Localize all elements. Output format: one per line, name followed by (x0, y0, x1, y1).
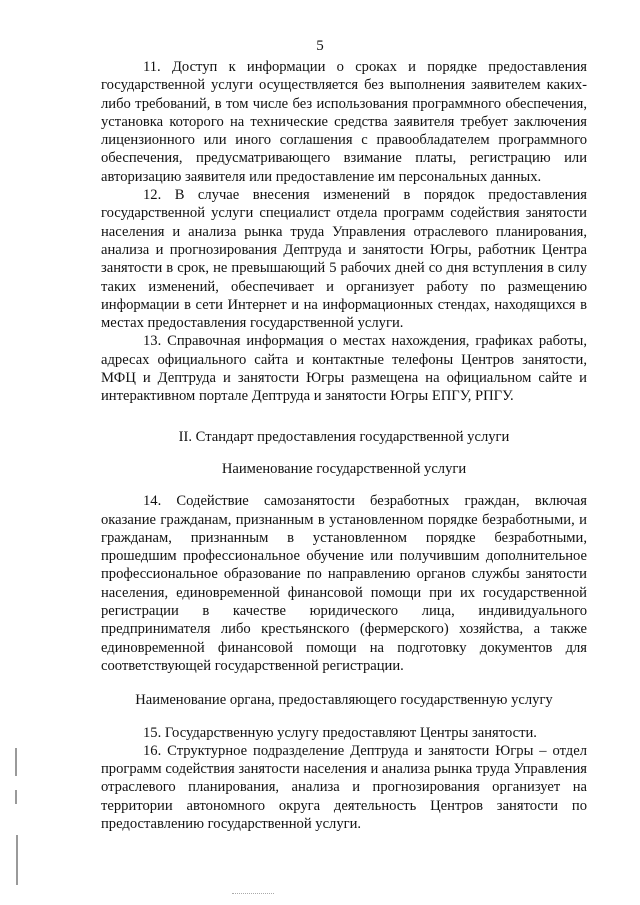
scan-edge-mark (15, 790, 17, 804)
paragraph-13: 13. Справочная информация о местах нахождения, графиках работы, адресах официального сайта и контактные телефоны Центров занятости, МФЦ и Дептруда и занятости Югры размещена на официальном сайте и интерактивном портале Дептруда и занятости Югры ЕПГУ, РПГУ. (101, 333, 587, 405)
paragraph-16: 16. Структурное подразделение Дептруда и занятости Югры – отдел программ содействия занятости населения и анализа рынка труда Управления отраслевого планирования, анализа и прогнозирования организует на территории автономного округа деятельность Центров занятости по предоставлению государственной услуги. (101, 742, 587, 832)
section-heading: II. Стандарт предоставления государственной услуги (178, 428, 510, 445)
paragraph-15: 15. Государственную услугу предоставляют Центры занятости. (143, 724, 537, 741)
scan-edge-mark (15, 748, 17, 776)
paragraph-12: 12. В случае внесения изменений в порядок предоставления государственной услуги специалист отдела программ содействия занятости населения и анализа рынка труда Управления отраслевого планирования, анализа и прогнозирования Дептруда и занятости Югры, работник Центра занятости в срок, не превышающий 5 рабочих дней со дня вступления в силу таких изменений, обеспечивает и организует работу по размещению информации в сети Интернет и на информационных стендах, находящихся в местах предоставления государственной услуги. (101, 187, 587, 332)
subheading-agency-name: Наименование органа, предоставляющего государственную услугу (135, 692, 553, 709)
subheading-service-name: Наименование государственной услуги (221, 460, 467, 477)
scan-dots (232, 893, 274, 897)
document-body (101, 58, 587, 833)
paragraph-14: 14. Содействие самозанятости безработных граждан, включая оказание гражданам, признанным в установленном порядке безработными, и гражданам, признанным в установленном порядке безработными, прошедшим профессиональное обучение или получившим дополнительное профессиональное образование по направлению органов службы занятости населения, единовременной финансовой помощи при их государственной регистрации в качестве юридического лица, индивидуального предпринимателя либо крестьянского (фермерского) хозяйства, а также единовременной финансовой помощи на подготовку документов для соответствующей государственной регистрации. (101, 493, 587, 674)
paragraph-11: 11. Доступ к информации о сроках и порядке предоставления государственной услуги осуществляется без выполнения заявителем каких-либо требований, в том числе без использования программного обеспечения, установка которого на технические средства заявителя требует заключения лицензионного или иного соглашения с правообладателем программного обеспечения, предусматривающего взимание платы, регистрацию или авторизацию заявителя или предоставление им персональных данных. (101, 59, 587, 185)
scan-edge-mark (16, 835, 18, 885)
page-number: 5 (316, 38, 324, 54)
